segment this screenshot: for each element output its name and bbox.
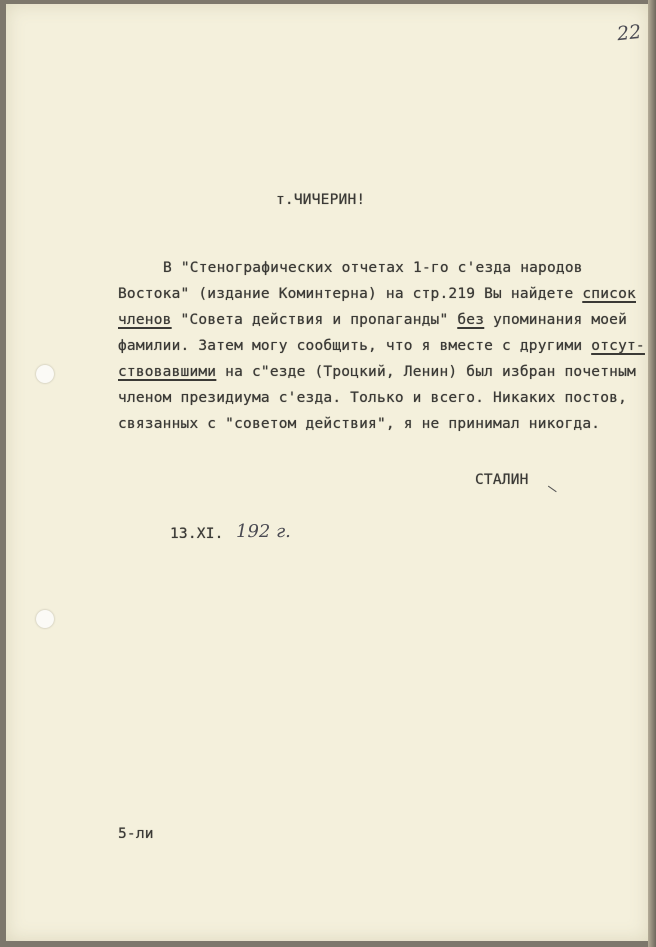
- body-line: [118, 364, 636, 380]
- text-segment: В "Стенографических отчетах 1-го с'езда народов: [163, 260, 583, 276]
- text-segment: Востока" (издание Коминтерна) на стр.219 Вы найдете: [118, 286, 583, 302]
- body-line: [118, 390, 627, 406]
- date-typed: 13.XI.: [170, 526, 224, 542]
- text-segment: на с"езде (Троцкий, Ленин) был избран почетным: [216, 364, 636, 380]
- body-line: [118, 338, 645, 354]
- body-line: [163, 260, 583, 276]
- underlined-text: список: [582, 286, 636, 302]
- underlined-text: членов: [118, 312, 172, 328]
- paper-sheet: [6, 4, 649, 941]
- signature: СТАЛИН: [475, 472, 529, 488]
- date-handwritten: 192 г.: [236, 521, 291, 542]
- text-segment: упоминания моей: [484, 312, 628, 328]
- punch-hole-lower: [36, 610, 54, 628]
- body-line: [118, 416, 600, 432]
- scan-edge: [648, 0, 656, 947]
- text-segment: фамилии. Затем могу сообщить, что я вместе с другими: [118, 338, 592, 354]
- page-number: 22: [615, 20, 643, 46]
- text-segment: "Совета действия и пропаганды": [171, 312, 458, 328]
- text-segment: членом президиума с'езда. Только и всего. Никаких постов,: [118, 390, 627, 406]
- body-line: [118, 286, 636, 302]
- text-segment: связанных с "советом действия", я не принимал никогда.: [118, 416, 601, 432]
- underlined-text: без: [457, 312, 485, 328]
- body-line: [118, 312, 627, 328]
- salutation: т.ЧИЧЕРИН!: [276, 192, 366, 208]
- underlined-text: отсут-: [591, 338, 645, 354]
- punch-hole-upper: [36, 365, 54, 383]
- footer-code: 5-ли: [118, 826, 154, 842]
- underlined-text: ствовавшими: [118, 364, 217, 380]
